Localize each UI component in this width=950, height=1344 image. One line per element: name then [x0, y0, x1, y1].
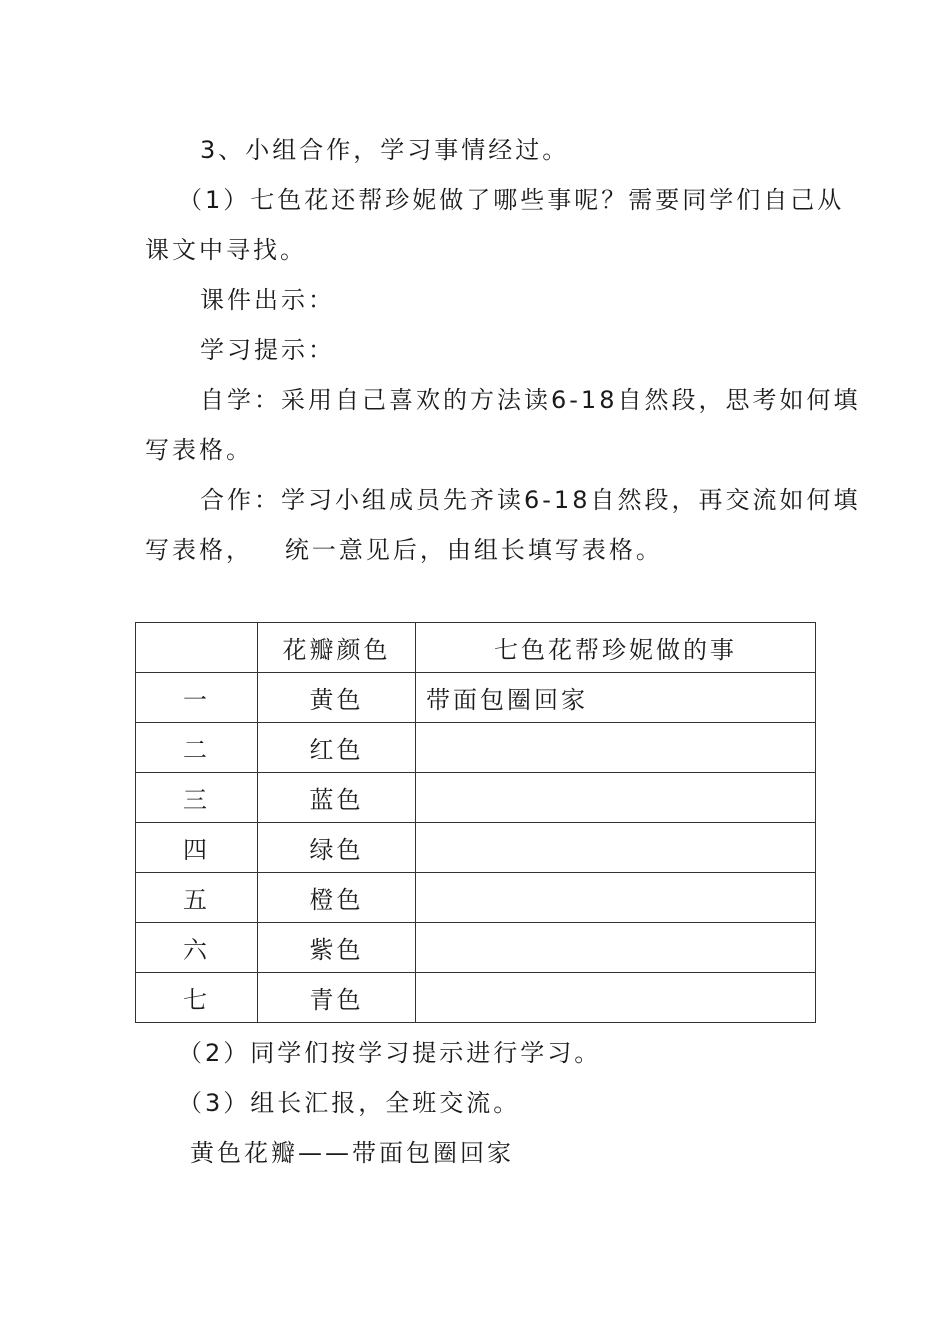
table-row: [136, 823, 816, 873]
table-row: [136, 723, 816, 773]
row-task: [416, 823, 816, 873]
row-index: 四: [136, 823, 258, 873]
row-task: [416, 773, 816, 823]
cooperation-line-2: 写表格， 统一意见后，由组长填写表格。: [145, 536, 663, 564]
row-color: 紫色: [258, 923, 416, 973]
row-task: 带面包圈回家: [416, 673, 816, 723]
row-index: 一: [136, 673, 258, 723]
row-index: 三: [136, 773, 258, 823]
courseware-label: 课件出示：: [200, 286, 335, 314]
table-row: [136, 923, 816, 973]
row-task: [416, 873, 816, 923]
yellow-petal-summary: 黄色花瓣——带面包圈回家: [190, 1139, 514, 1167]
self-study-line-2: 写表格。: [145, 436, 253, 464]
study-tips-label: 学习提示：: [200, 336, 335, 364]
cooperation-line-1: 合作：学习小组成员先齐读6-18自然段，再交流如何填: [200, 486, 861, 514]
row-color: 绿色: [258, 823, 416, 873]
petal-task-table: [135, 622, 816, 1023]
row-task: [416, 723, 816, 773]
row-index: 七: [136, 973, 258, 1023]
header-index: [136, 623, 258, 673]
self-study-line-1: 自学：采用自己喜欢的方法读6-18自然段，思考如何填: [200, 386, 861, 414]
table-row: [136, 773, 816, 823]
table-row: [136, 973, 816, 1023]
row-task: [416, 973, 816, 1023]
table-header-row: [136, 623, 816, 673]
row-index: 六: [136, 923, 258, 973]
row-index: 五: [136, 873, 258, 923]
header-task: 七色花帮珍妮做的事: [416, 623, 816, 673]
row-color: 蓝色: [258, 773, 416, 823]
step-3-paragraph: （3）组长汇报，全班交流。: [178, 1089, 521, 1117]
row-color: 黄色: [258, 673, 416, 723]
row-color: 红色: [258, 723, 416, 773]
step-2-paragraph: （2）同学们按学习提示进行学习。: [178, 1039, 602, 1067]
table-row: [136, 873, 816, 923]
table-row: [136, 673, 816, 723]
row-color: 橙色: [258, 873, 416, 923]
row-task: [416, 923, 816, 973]
row-color: 青色: [258, 973, 416, 1023]
header-petal-color: 花瓣颜色: [258, 623, 416, 673]
question-paragraph-line-2: 课文中寻找。: [145, 236, 307, 264]
question-paragraph-line-1: （1）七色花还帮珍妮做了哪些事呢？需要同学们自己从: [178, 186, 845, 214]
row-index: 二: [136, 723, 258, 773]
section-heading: 3、小组合作，学习事情经过。: [200, 136, 570, 164]
